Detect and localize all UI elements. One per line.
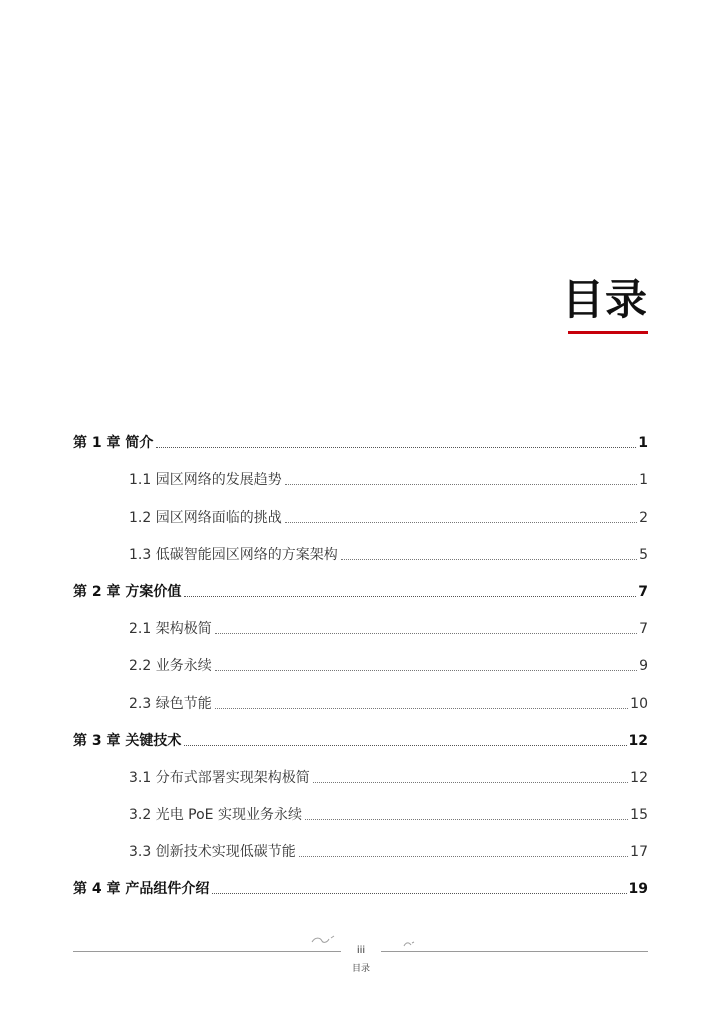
page-number: iii — [356, 945, 366, 956]
toc-page-number: 15 — [630, 807, 648, 824]
toc-entry-label: 第 3 章 关键技术 — [73, 732, 182, 749]
dot-leader — [299, 856, 628, 857]
dot-leader — [285, 484, 637, 485]
toc-entry-section-3-1[interactable] — [73, 751, 648, 788]
toc-title: 目录 — [561, 275, 648, 324]
toc-entry-chapter-2[interactable] — [73, 565, 648, 602]
toc-entry-section-2-1[interactable] — [73, 602, 648, 639]
dot-leader — [313, 782, 628, 783]
toc-page-number: 1 — [639, 472, 648, 489]
dot-leader — [215, 633, 637, 634]
toc-page-number: 5 — [639, 546, 648, 563]
toc-page-number: 7 — [638, 583, 648, 600]
footer-rule-right — [381, 951, 648, 952]
toc-entry-label: 第 2 章 方案价值 — [73, 583, 182, 600]
toc-page-number: 7 — [639, 621, 648, 638]
toc-entry-section-3-3[interactable] — [73, 825, 648, 862]
toc-entry-label: 第 1 章 简介 — [73, 435, 154, 452]
dot-leader — [215, 708, 628, 709]
toc-page-number: 19 — [628, 881, 648, 898]
toc-entry-label: 1.2 园区网络面临的挑战 — [129, 509, 282, 526]
toc-entry-chapter-4[interactable] — [73, 862, 648, 899]
toc-entry-chapter-3[interactable] — [73, 714, 648, 751]
toc-entry-label: 1.3 低碳智能园区网络的方案架构 — [129, 546, 338, 563]
toc-entry-label: 第 4 章 产品组件介绍 — [73, 881, 210, 898]
dot-leader — [215, 670, 637, 671]
toc-entry-label: 3.3 创新技术实现低碳节能 — [129, 844, 296, 861]
toc-page-number: 10 — [630, 695, 648, 712]
dot-leader — [184, 596, 636, 597]
footer-section-label: 目录 — [351, 964, 370, 974]
dot-leader — [341, 559, 637, 560]
toc-entry-label: 2.1 架构极简 — [129, 621, 212, 638]
toc-entry-label: 2.2 业务永续 — [129, 658, 212, 675]
toc-entry-label: 3.2 光电 PoE 实现业务永续 — [129, 807, 302, 824]
toc-entry-chapter-1[interactable] — [73, 416, 648, 453]
footer-rule-left — [73, 951, 341, 952]
toc-page-number: 12 — [630, 769, 648, 786]
dot-leader — [305, 819, 628, 820]
dot-leader — [184, 745, 626, 746]
toc-entry-label: 1.1 园区网络的发展趋势 — [129, 472, 282, 489]
toc-entry-section-1-1[interactable] — [73, 453, 648, 490]
toc-page-number: 17 — [630, 844, 648, 861]
toc-entry-section-1-3[interactable] — [73, 528, 648, 565]
toc-page-number: 1 — [638, 435, 648, 452]
toc-entry-label: 3.1 分布式部署实现架构极简 — [129, 769, 310, 786]
toc-entry-section-2-2[interactable] — [73, 639, 648, 676]
toc-page-number: 9 — [639, 658, 648, 675]
title-underline — [568, 331, 648, 334]
dot-leader — [285, 522, 637, 523]
toc-page-number: 12 — [628, 732, 648, 749]
footer-scribble-icon — [402, 940, 416, 948]
toc-page-number: 2 — [639, 509, 648, 526]
footer-scribble-icon — [310, 934, 336, 946]
dot-leader — [212, 893, 626, 894]
toc-entry-section-1-2[interactable] — [73, 490, 648, 527]
toc-entry-label: 2.3 绿色节能 — [129, 695, 212, 712]
toc-entry-section-2-3[interactable] — [73, 676, 648, 713]
table-of-contents — [73, 416, 648, 899]
toc-entry-section-3-2[interactable] — [73, 788, 648, 825]
dot-leader — [156, 447, 636, 448]
